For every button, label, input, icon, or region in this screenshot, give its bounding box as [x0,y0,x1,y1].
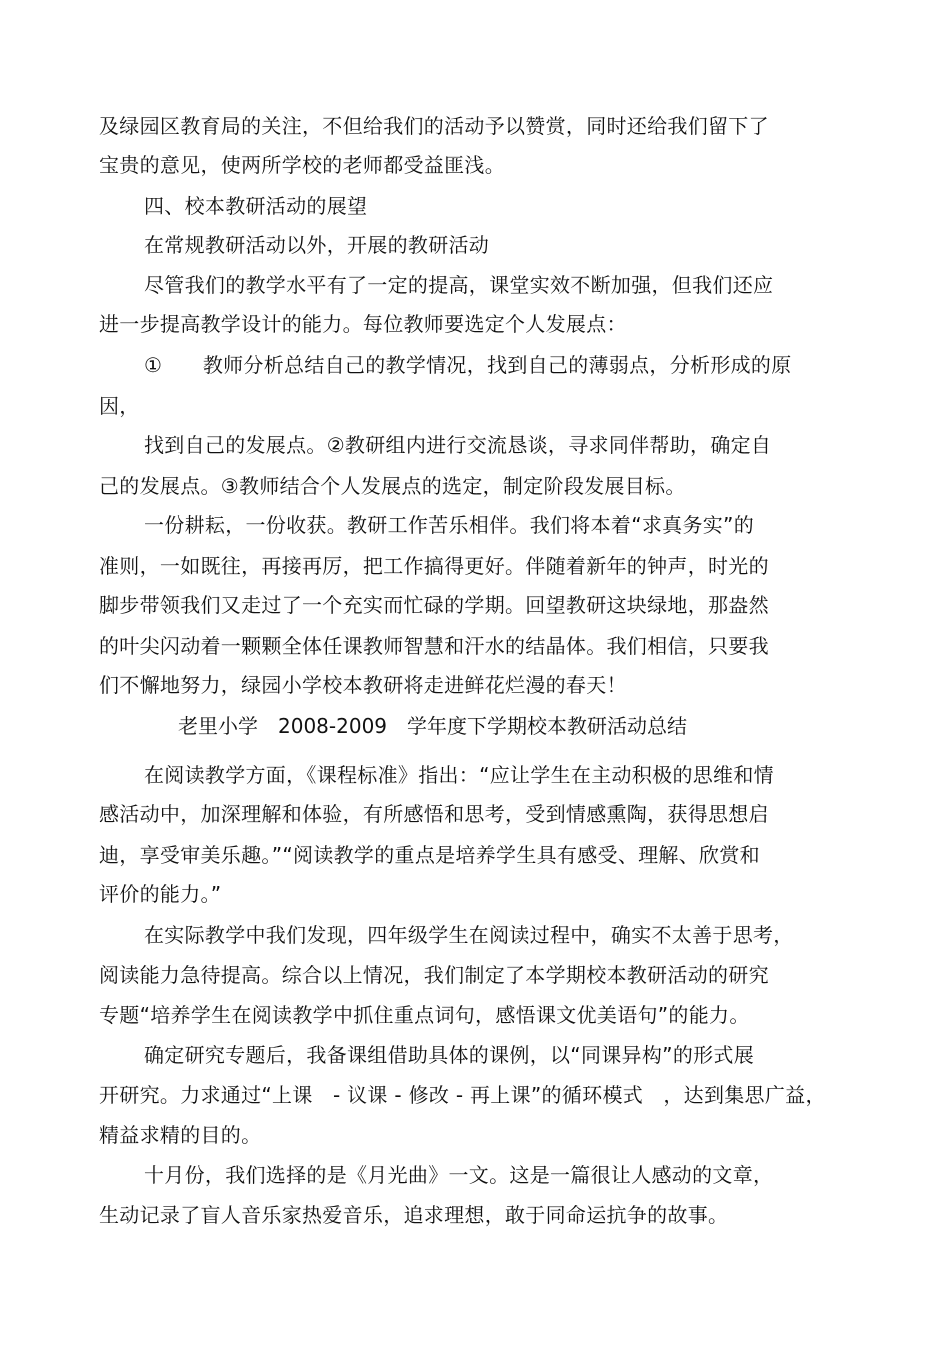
text-line: 因， [99,394,140,418]
text-line: 精益求精的目的。 [99,1123,262,1147]
text-line: 一份耕耘，一份收获。教研工作苦乐相伴。我们将本着“求真务实”的 [144,513,755,537]
text-line: 阅读能力急待提高。综合以上情况，我们制定了本学期校本教研活动的研究 [99,963,769,987]
text-line: 感活动中，加深理解和体验，有所感悟和思考，受到情感熏陶，获得思想启 [99,802,769,826]
text-line: 迪，享受审美乐趣。”“阅读教学的重点是培养学生具有感受、理解、欣赏和 [99,843,760,867]
text-line: 确定研究专题后，我备课组借助具体的课例，以“同课异构”的形式展 [144,1043,755,1067]
text-line: 己的发展点。③教师结合个人发展点的选定，制定阶段发展目标。 [99,474,686,498]
text-line: 十月份，我们选择的是《月光曲》一文。这是一篇很让人感动的文章， [144,1163,774,1187]
text-line: 在常规教研活动以外，开展的教研活动 [144,233,490,257]
document-title: 老里小学 2008-2009 学年度下学期校本教研活动总结 [178,714,688,738]
text-line: 在实际教学中我们发现，四年级学生在阅读过程中，确实不太善于思考， [144,923,794,947]
text-line: 找到自己的发展点。②教研组内进行交流恳谈，寻求同伴帮助，确定自 [144,433,772,457]
text-line: 尽管我们的教学水平有了一定的提高，课堂实效不断加强，但我们还应 [144,273,774,297]
text-line: 开研究。力求通过“上课 - 议课 - 修改 - 再上课”的循环模式 ，达到集思广益， [99,1083,826,1107]
text-line: 的叶尖闪动着一颗颗全体任课教师智慧和汗水的结晶体。我们相信，只要我 [99,634,769,658]
text-line: 宝贵的意见，使两所学校的老师都受益匪浅。 [99,153,505,177]
text-line: 生动记录了盲人音乐家热爱音乐，追求理想，敢于同命运抗争的故事。 [99,1203,729,1227]
text-line: 专题“培养学生在阅读教学中抓住重点词句，感悟课文优美语句”的能力。 [99,1003,750,1027]
text-line: 及绿园区教育局的关注，不但给我们的活动予以赞赏，同时还给我们留下了 [99,114,769,138]
text-line: 评价的能力。” [99,882,222,906]
text-line: 进一步提高教学设计的能力。每位教师要选定个人发展点： [99,312,627,336]
text-line: 脚步带领我们又走过了一个充实而忙碌的学期。回望教研这块绿地，那盎然 [99,593,769,617]
text-line: 在阅读教学方面，《课程标准》指出：“应让学生在主动积极的思维和情 [144,763,774,787]
text-line: ① 教师分析总结自己的教学情况，找到自己的薄弱点，分析形成的原 [144,353,792,377]
text-line: 们不懈地努力，绿园小学校本教研将走进鲜花烂漫的春天！ [99,673,627,697]
section-heading: 四、校本教研活动的展望 [144,194,368,218]
text-line: 准则，一如既往，再接再厉，把工作搞得更好。伴随着新年的钟声，时光的 [99,554,769,578]
